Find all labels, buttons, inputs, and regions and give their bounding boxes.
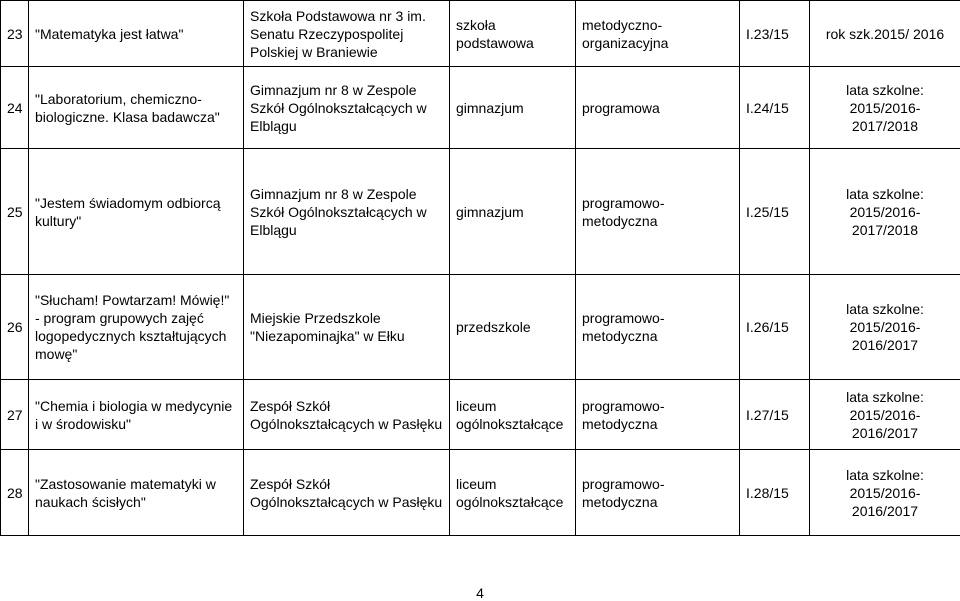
program-title: "Matematyka jest łatwa" — [29, 1, 244, 67]
program-type: programowo-metodyczna — [576, 149, 740, 275]
program-code: I.28/15 — [740, 450, 810, 536]
program-code: I.27/15 — [740, 380, 810, 450]
table-row — [1, 149, 960, 275]
table-row — [1, 1, 960, 67]
table-row — [1, 67, 960, 149]
program-type: programowo-metodyczna — [576, 275, 740, 380]
school-type: gimnazjum — [450, 67, 576, 149]
school-years: lata szkolne: 2015/2016- 2017/2018 — [810, 149, 960, 275]
program-title: "Laboratorium, chemiczno- biologiczne. Klasa badawcza" — [29, 67, 244, 149]
program-title: "Chemia i biologia w medycynie i w środowisku" — [29, 380, 244, 450]
program-title: "Słucham! Powtarzam! Mówię!" - program grupowych zajęć logopedycznych kształtujących mowę" — [29, 275, 244, 380]
school-years: lata szkolne: 2015/2016- 2016/2017 — [810, 275, 960, 380]
row-number: 26 — [1, 275, 29, 380]
program-type: programowo-metodyczna — [576, 380, 740, 450]
program-title: "Jestem świadomym odbiorcą kultury" — [29, 149, 244, 275]
school-years: rok szk.2015/ 2016 — [810, 1, 960, 67]
row-number: 25 — [1, 149, 29, 275]
school-name: Zespół Szkół Ogólnokształcących w Pasłęku — [244, 450, 450, 536]
page-number: 4 — [476, 585, 484, 601]
school-name: Szkoła Podstawowa nr 3 im. Senatu Rzeczypospolitej Polskiej w Braniewie — [244, 1, 450, 67]
school-years: lata szkolne: 2015/2016- 2017/2018 — [810, 67, 960, 149]
row-number: 28 — [1, 450, 29, 536]
school-name: Miejskie Przedszkole "Niezapominajka" w Ełku — [244, 275, 450, 380]
school-name: Zespół Szkół Ogólnokształcących w Pasłęku — [244, 380, 450, 450]
table-row — [1, 450, 960, 536]
school-type: liceum ogólnokształcące — [450, 450, 576, 536]
school-type: liceum ogólnokształcące — [450, 380, 576, 450]
school-name: Gimnazjum nr 8 w Zespole Szkół Ogólnokształcących w Elblągu — [244, 67, 450, 149]
school-type: przedszkole — [450, 275, 576, 380]
table-row — [1, 380, 960, 450]
row-number: 24 — [1, 67, 29, 149]
program-type: programowa — [576, 67, 740, 149]
program-code: I.24/15 — [740, 67, 810, 149]
program-type: programowo-metodyczna — [576, 450, 740, 536]
program-code: I.25/15 — [740, 149, 810, 275]
program-type: metodyczno-organizacyjna — [576, 1, 740, 67]
school-type: szkoła podstawowa — [450, 1, 576, 67]
table-row — [1, 275, 960, 380]
row-number: 23 — [1, 1, 29, 67]
school-name: Gimnazjum nr 8 w Zespole Szkół Ogólnokształcących w Elblągu — [244, 149, 450, 275]
school-years: lata szkolne: 2015/2016- 2016/2017 — [810, 450, 960, 536]
school-type: gimnazjum — [450, 149, 576, 275]
row-number: 27 — [1, 380, 29, 450]
program-code: I.26/15 — [740, 275, 810, 380]
program-title: "Zastosowanie matematyki w naukach ścisłych" — [29, 450, 244, 536]
program-code: I.23/15 — [740, 1, 810, 67]
school-years: lata szkolne: 2015/2016- 2016/2017 — [810, 380, 960, 450]
